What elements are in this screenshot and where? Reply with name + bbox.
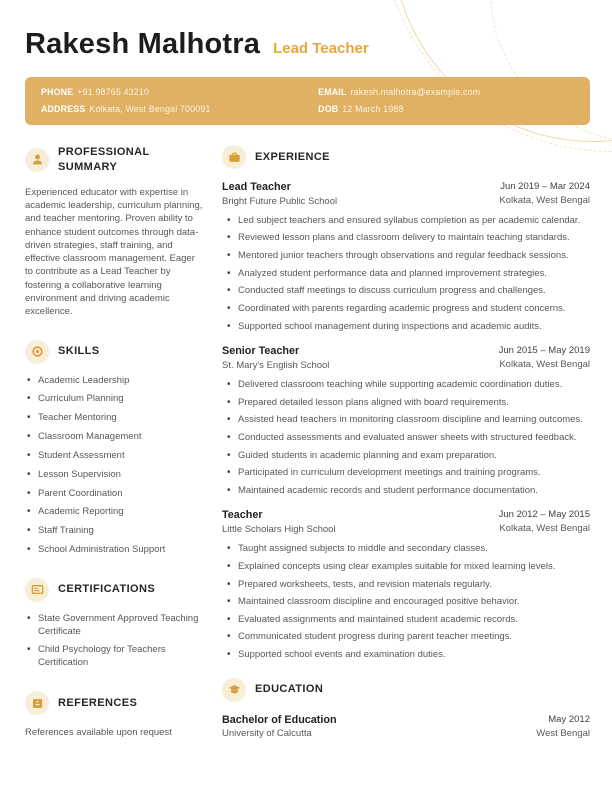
contact-phone	[41, 87, 318, 97]
job-bullet: • Guided students in academic planning and exam preparation.	[226, 450, 590, 463]
job-title: Lead Teacher	[222, 181, 291, 193]
job-company: Bright Future Public School	[222, 195, 338, 207]
certifications-list	[25, 613, 205, 670]
candidate-job-title: Lead Teacher	[273, 40, 369, 57]
contact-email	[318, 87, 574, 97]
job-bullet: • Prepared worksheets, tests, and revision materials regularly.	[226, 579, 590, 592]
skill-item: • Academic Reporting	[25, 506, 205, 519]
job-bullet: • Taught assigned subjects to middle and secondary classes.	[226, 543, 590, 556]
job-bullet: • Prepared detailed lesson plans aligned with board requirements.	[226, 397, 590, 410]
section-professional-summary	[25, 145, 205, 319]
education-degree: Bachelor of Education	[222, 713, 337, 726]
certificate-card-icon	[25, 578, 49, 602]
briefcase-icon	[222, 145, 246, 169]
section-certifications	[25, 578, 205, 670]
experience-entry	[222, 180, 590, 333]
email-label: EMAIL	[318, 87, 347, 97]
skill-item: • Parent Coordination	[25, 488, 205, 501]
job-bullet: • Delivered classroom teaching while supporting academic coordination duties.	[226, 379, 590, 392]
target-icon	[25, 340, 49, 364]
job-bullet: • Maintained classroom discipline and encouraged positive behavior.	[226, 596, 590, 609]
section-skills	[25, 340, 205, 557]
job-company: Little Scholars High School	[222, 524, 336, 536]
job-bullet: • Participated in curriculum development meetings and training programs.	[226, 467, 590, 480]
job-location: Kolkata, West Bengal	[499, 523, 590, 535]
skills-list	[25, 375, 205, 557]
job-bullet: • Reviewed lesson plans and classroom delivery to maintain teaching standards.	[226, 232, 590, 245]
skill-item: • Staff Training	[25, 525, 205, 538]
job-bullet: • Assisted head teachers in monitoring classroom discipline and learning outcomes.	[226, 414, 590, 427]
certification-item: • State Government Approved Teaching Certificate	[25, 613, 205, 639]
education-date: May 2012	[548, 713, 590, 725]
job-company: St. Mary's English School	[222, 359, 330, 371]
job-dates: Jun 2019 – Mar 2024	[500, 181, 590, 192]
job-bullet: • Communicated student progress during parent teacher meetings.	[226, 631, 590, 644]
job-bullet: • Mentored junior teachers through observations and regular feedback sessions.	[226, 250, 590, 263]
job-bullet: • Conducted staff meetings to discuss curriculum progress and challenges.	[226, 285, 590, 298]
certifications-heading: CERTIFICATIONS	[58, 583, 156, 596]
header	[25, 28, 590, 61]
person-icon	[25, 148, 49, 172]
section-experience	[222, 145, 590, 662]
job-bullets	[222, 379, 590, 497]
skill-item: • Student Assessment	[25, 450, 205, 463]
address-label: ADDRESS	[41, 104, 86, 114]
job-bullet: • Maintained academic records and student performance documentation.	[226, 485, 590, 498]
job-bullet: • Supported school management during inspections and academic audits.	[226, 321, 590, 334]
experience-entry	[222, 508, 590, 661]
skill-item: • Classroom Management	[25, 431, 205, 444]
skill-item: • Teacher Mentoring	[25, 412, 205, 425]
job-bullets	[222, 215, 590, 333]
right-column	[222, 145, 590, 760]
job-bullet: • Explained concepts using clear examples suitable for mixed learning levels.	[226, 561, 590, 574]
contact-dob	[318, 104, 574, 114]
job-title: Senior Teacher	[222, 345, 300, 358]
phone-label: PHONE	[41, 87, 74, 97]
education-school: University of Calcutta	[222, 728, 312, 740]
graduation-cap-icon	[222, 678, 246, 702]
job-bullet: • Analyzed student performance data and planned improvement strategies.	[226, 268, 590, 281]
job-location: Kolkata, West Bengal	[499, 359, 590, 371]
education-heading: EDUCATION	[255, 683, 324, 696]
section-education	[222, 678, 590, 741]
summary-heading: PROFESSIONAL SUMMARY	[58, 146, 150, 173]
job-location: Kolkata, West Bengal	[499, 194, 590, 206]
id-badge-icon	[25, 691, 49, 715]
phone-value: +91 98765 43210	[77, 87, 150, 97]
summary-text: Experienced educator with expertise in academic leadership, curriculum planning, and teacher mentoring. Proven ability to enhance student outcomes through data-driven strategies, staff training, and effective classroom management. Eager to contribute as a Lead Teacher by fostering a collaborative learning environment and driving academic excellence.	[25, 186, 203, 318]
skill-item: • Lesson Supervision	[25, 469, 205, 482]
candidate-name: Rakesh Malhotra	[25, 28, 261, 60]
skills-heading: SKILLS	[58, 345, 100, 358]
skill-item: • Curriculum Planning	[25, 393, 205, 406]
job-bullet: • Supported school events and examination duties.	[226, 649, 590, 662]
job-bullets	[222, 543, 590, 661]
references-text: References available upon request	[25, 727, 172, 739]
job-bullet: • Conducted assessments and evaluated answer sheets with structured feedback.	[226, 432, 590, 445]
section-references	[25, 691, 205, 739]
references-heading: REFERENCES	[58, 696, 138, 709]
skill-item: • Academic Leadership	[25, 375, 205, 388]
experience-heading: EXPERIENCE	[255, 150, 330, 163]
email-value: rakesh.malhotra@example.com	[350, 87, 481, 97]
skill-item: • School Administration Support	[25, 544, 205, 557]
experience-entry	[222, 344, 590, 497]
dob-value: 12 March 1988	[342, 104, 404, 114]
contact-bar	[25, 77, 590, 125]
education-location: West Bengal	[536, 727, 590, 739]
left-column	[25, 145, 205, 760]
job-title: Teacher	[222, 509, 263, 522]
address-value: Kolkata, West Bengal 700091	[89, 104, 211, 114]
dob-label: DOB	[318, 104, 339, 114]
job-bullet: • Evaluated assignments and maintained student academic records.	[226, 614, 590, 627]
job-dates: Jun 2015 – May 2019	[498, 345, 590, 357]
job-bullet: • Coordinated with parents regarding academic progress and student concerns.	[226, 303, 590, 316]
contact-address	[41, 104, 318, 114]
certification-item: • Child Psychology for Teachers Certification	[25, 644, 205, 670]
job-dates: Jun 2012 – May 2015	[498, 509, 590, 521]
job-bullet: • Led subject teachers and ensured syllabus completion as per academic calendar.	[226, 215, 590, 228]
